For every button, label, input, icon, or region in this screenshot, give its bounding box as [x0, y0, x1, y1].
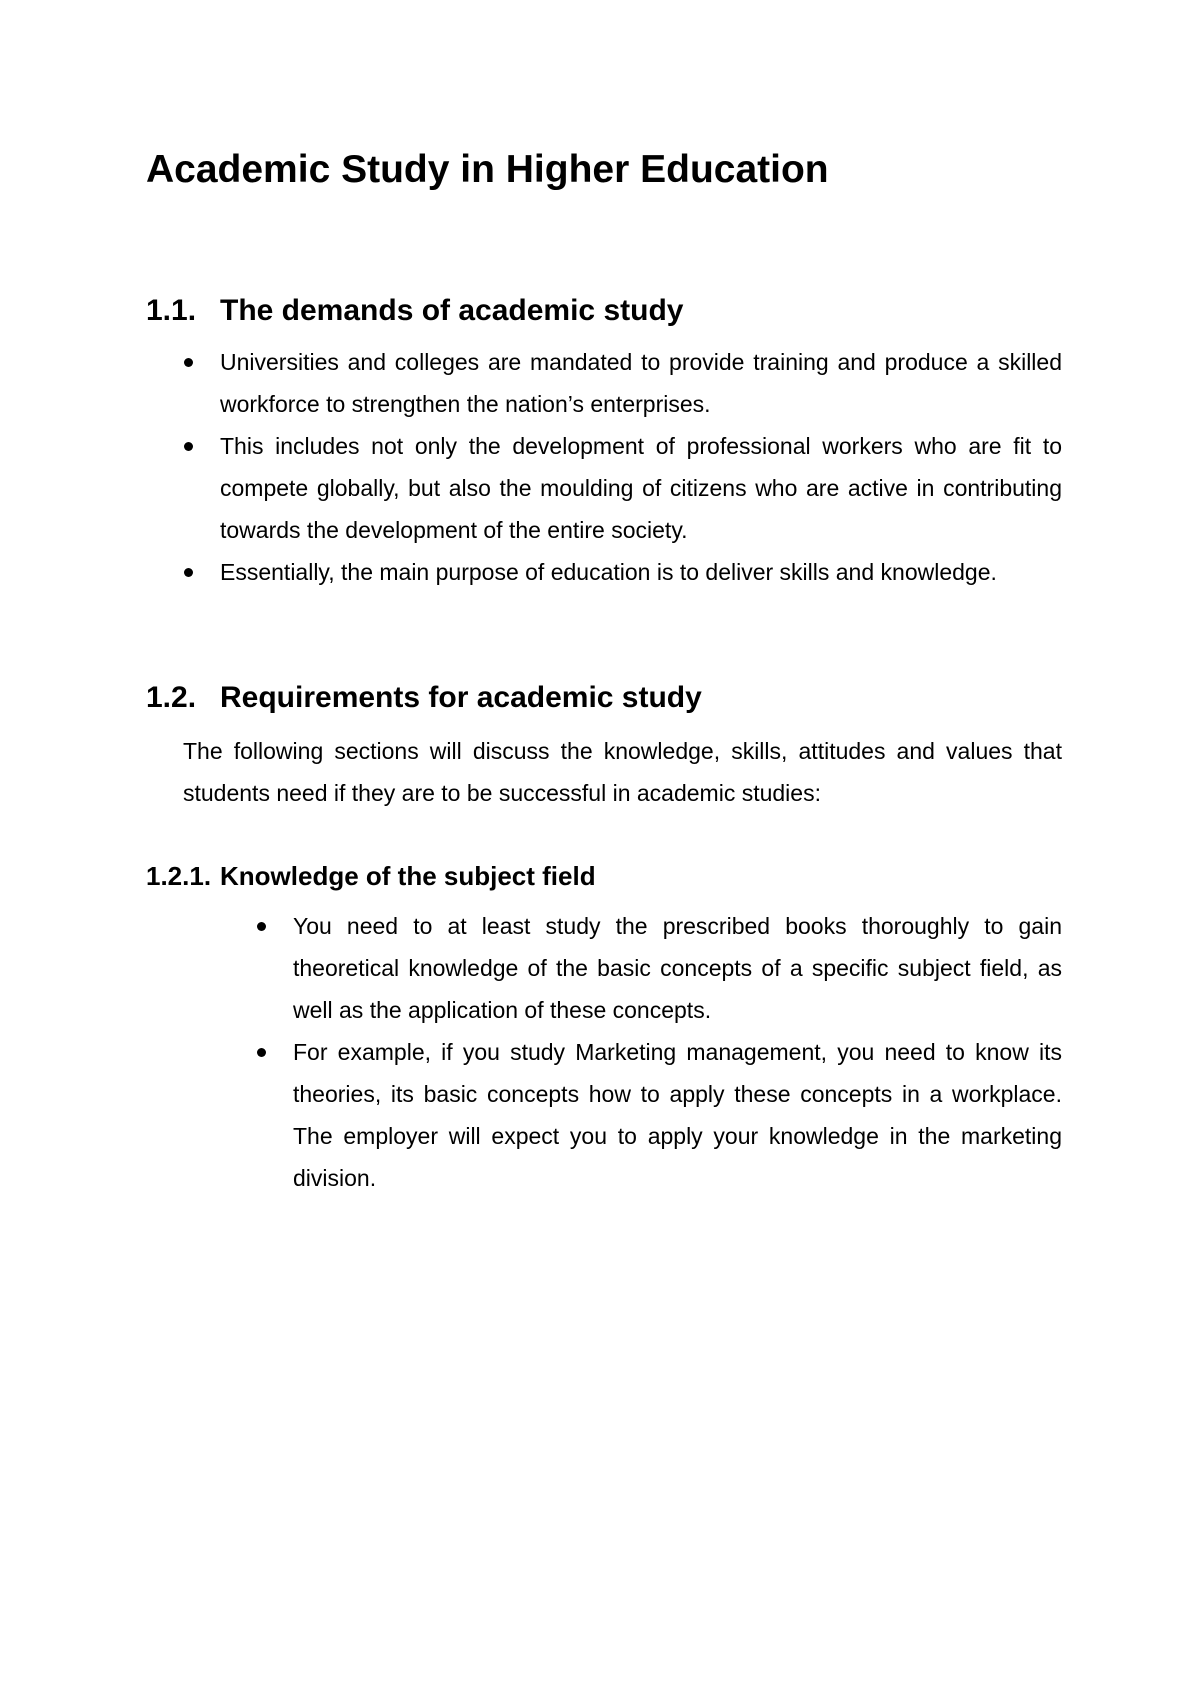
- section-heading-1-2: [146, 678, 702, 718]
- document-title: Academic Study in Higher Education: [146, 148, 829, 191]
- list-item: [220, 341, 1062, 425]
- section-title: Requirements for academic study: [220, 681, 702, 714]
- section-heading-1-1: [146, 291, 683, 331]
- list-item-text: For example, if you study Marketing management, you need to know its theories, its basic concepts how to apply these concepts in a workplace. The employer will expect you to apply your knowledge in the marketing division.: [293, 1039, 1062, 1191]
- list-item: [293, 1031, 1062, 1199]
- bullet-icon: [184, 358, 193, 367]
- bullet-icon: [184, 568, 193, 577]
- list-item: [293, 905, 1062, 1031]
- section-number: 1.2.: [146, 681, 197, 714]
- list-item: [220, 425, 1062, 551]
- list-item-text: Essentially, the main purpose of education is to deliver skills and knowledge.: [220, 559, 997, 585]
- list-item-text: Universities and colleges are mandated to provide training and produce a skilled workforce to strengthen the nation’s enterprises.: [220, 349, 1062, 417]
- demands-bullet-list: [220, 341, 1062, 593]
- subsection-heading-1-2-1: [146, 858, 596, 894]
- list-item-text: This includes not only the development of professional workers who are fit to compete globally, but also the moulding of citizens who are active in contributing towards the development of the entire society.: [220, 433, 1062, 543]
- list-item-text: You need to at least study the prescribed books thoroughly to gain theoretical knowledge of the basic concepts of a specific subject field, as well as the application of these concepts.: [293, 913, 1062, 1023]
- section-number: 1.1.: [146, 294, 197, 327]
- subsection-title: Knowledge of the subject field: [220, 861, 596, 891]
- knowledge-bullet-list: [293, 905, 1062, 1199]
- section-intro-paragraph: The following sections will discuss the knowledge, skills, attitudes and values that students need if they are to be successful in academic studies:: [183, 738, 1062, 806]
- bullet-icon: [257, 922, 266, 931]
- bullet-icon: [257, 1048, 266, 1057]
- subsection-number: 1.2.1.: [146, 861, 212, 891]
- list-item: [220, 551, 1062, 593]
- section-title: The demands of academic study: [220, 294, 684, 327]
- bullet-icon: [184, 442, 193, 451]
